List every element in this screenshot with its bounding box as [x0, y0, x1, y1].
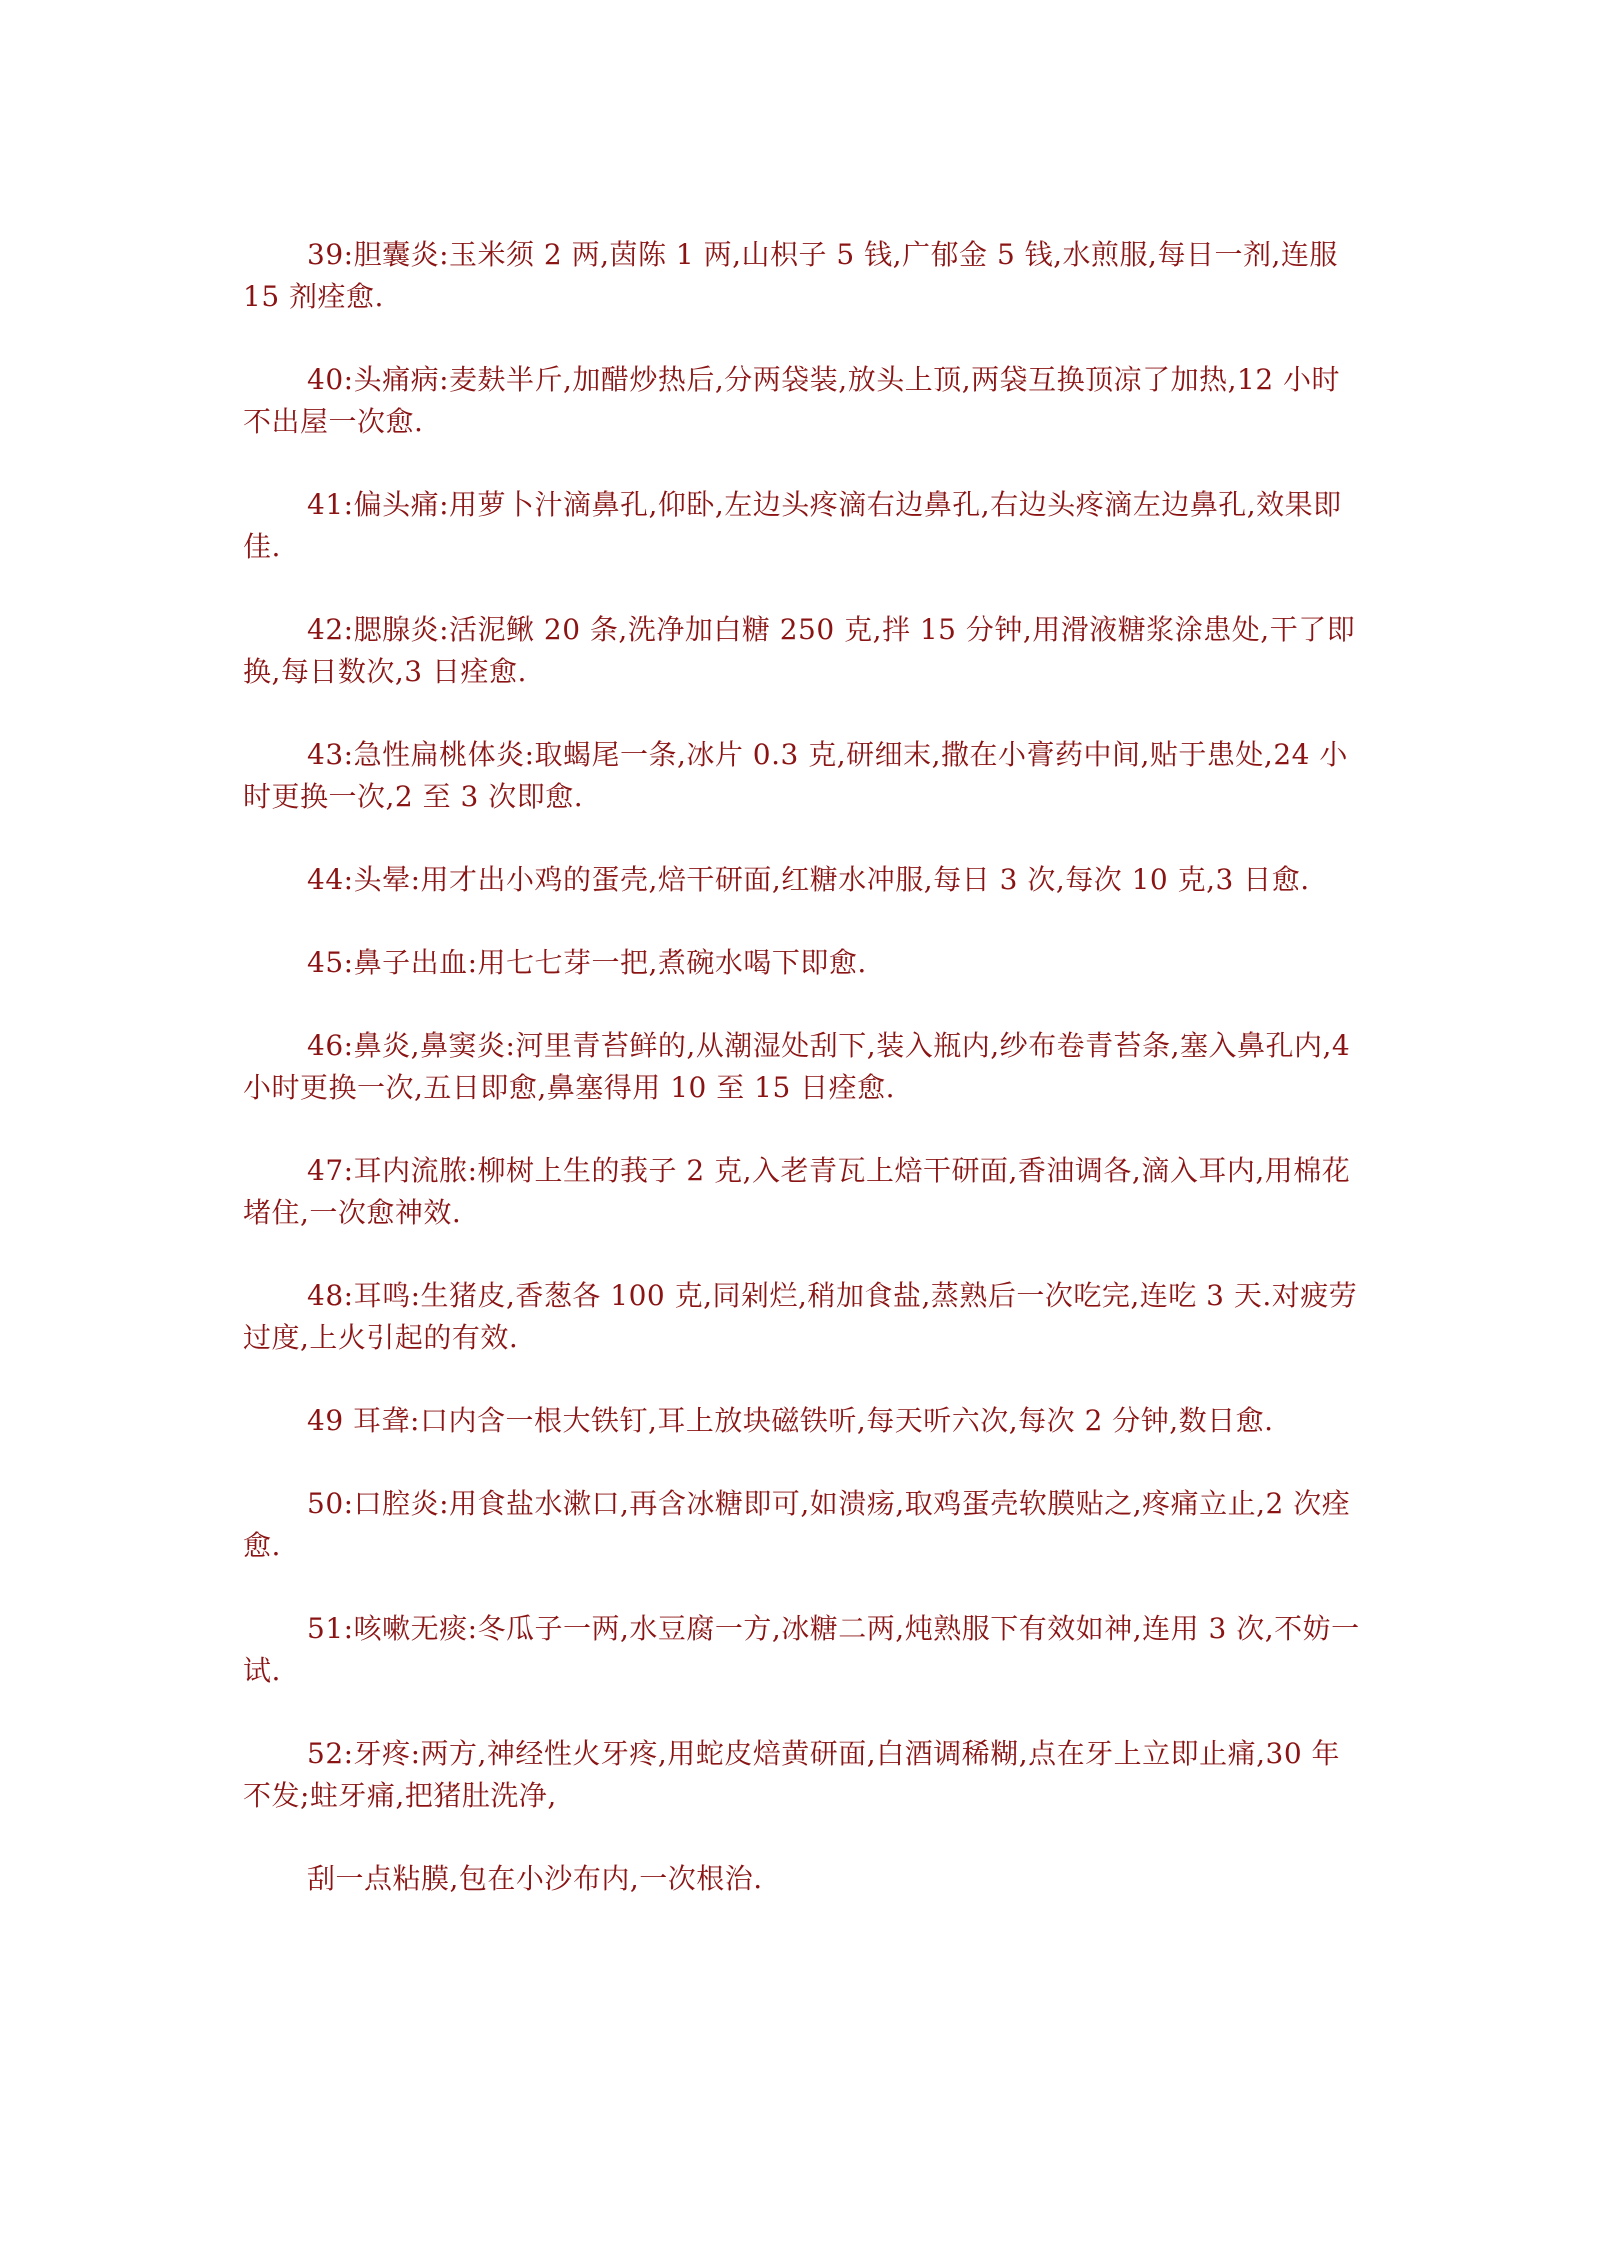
remedy-52-continuation-paragraph: 刮一点粘膜,包在小沙布内,一次根治.	[307, 1862, 763, 1895]
remedy-47-paragraph: 47:耳内流脓:柳树上生的莪子 2 克,入老青瓦上焙干研面,香油调各,滴入耳内,用棉花堵住,一次愈神效.	[243, 1154, 1351, 1229]
remedy-48-paragraph: 48:耳鸣:生猪皮,香葱各 100 克,同剁烂,稍加食盐,蒸熟后一次吃完,连吃 3 天.对疲劳过度,上火引起的有效.	[243, 1279, 1358, 1354]
remedy-45-paragraph: 45:鼻子出血:用七七芽一把,煮碗水喝下即愈.	[307, 946, 867, 979]
remedy-49-paragraph: 49 耳聋:口内含一根大铁钉,耳上放块磁铁听,每天听六次,每次 2 分钟,数日愈.	[307, 1404, 1274, 1437]
remedy-41-paragraph: 41:偏头痛:用萝卜汁滴鼻孔,仰卧,左边头疼滴右边鼻孔,右边头疼滴左边鼻孔,效果即佳.	[243, 488, 1342, 563]
remedy-40-paragraph: 40:头痛病:麦麸半斤,加醋炒热后,分两袋装,放头上顶,两袋互换顶凉了加热,12 小时不出屋一次愈.	[243, 363, 1341, 438]
remedy-43-paragraph: 43:急性扁桃体炎:取蝎尾一条,冰片 0.3 克,研细末,撒在小膏药中间,贴于患处,24 小时更换一次,2 至 3 次即愈.	[243, 738, 1348, 813]
remedy-52-paragraph: 52:牙疼:两方,神经性火牙疼,用蛇皮焙黄研面,白酒调稀糊,点在牙上立即止痛,30 年不发;蛀牙痛,把猪肚洗净,	[243, 1737, 1341, 1812]
remedy-44-paragraph: 44:头晕:用才出小鸡的蛋壳,焙干研面,红糖水冲服,每日 3 次,每次 10 克,3 日愈.	[307, 863, 1310, 896]
remedy-46-paragraph: 46:鼻炎,鼻窦炎:河里青苔鲜的,从潮湿处刮下,装入瓶内,纱布卷青苔条,塞入鼻孔内,4 小时更换一次,五日即愈,鼻塞得用 10 至 15 日痊愈.	[243, 1029, 1351, 1104]
remedy-42-paragraph: 42:腮腺炎:活泥鳅 20 条,洗净加白糖 250 克,拌 15 分钟,用滑液糖浆涂患处,干了即换,每日数次,3 日痊愈.	[243, 613, 1356, 688]
document-body	[243, 234, 1365, 1941]
remedy-50-paragraph: 50:口腔炎:用食盐水漱口,再含冰糖即可,如溃疡,取鸡蛋壳软膜贴之,疼痛立止,2 次痊愈.	[243, 1487, 1351, 1562]
remedy-51-paragraph: 51:咳嗽无痰:冬瓜子一两,水豆腐一方,冰糖二两,炖熟服下有效如神,连用 3 次,不妨一试.	[243, 1612, 1360, 1687]
remedy-39-paragraph: 39:胆囊炎:玉米须 2 两,茵陈 1 两,山枳子 5 钱,广郁金 5 钱,水煎服,每日一剂,连服 15 剂痊愈.	[243, 238, 1338, 313]
